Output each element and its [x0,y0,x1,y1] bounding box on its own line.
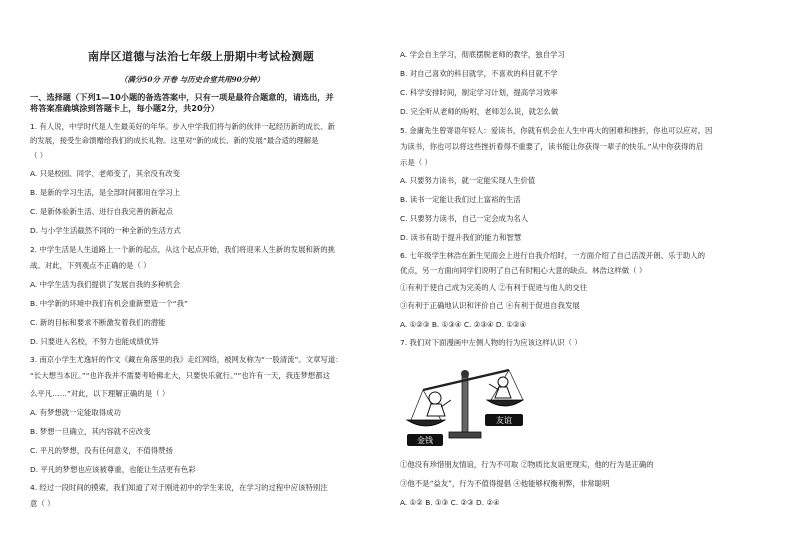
cartoon-label-money: 金钱 [417,436,433,445]
option-line: D. 与小学生活截然不同的一种全新的生活方式 [30,226,181,235]
question-line: 优点，另一方面向同学们说明了自己有时粗心大意的缺点。林浩这样做（ ） [400,266,647,275]
cartoon-label-friendship: 友谊 [496,416,512,425]
option-line: C. 新的目标和要求不断激发着我们的潜能 [30,318,166,327]
option-line: B. 读书一定能让我们过上富裕的生活 [400,195,521,204]
option-line: B. 梦想一旦确立，其内容就不应改变 [30,427,151,436]
question-line: （ ） [30,151,48,160]
option-line: B. 是新的学习生活，是全部时间都用在学习上 [30,188,181,197]
statement-line: ①他没有珍惜朋友情谊，行为不可取 ②物质比友谊更现实，他的行为是正确的 [400,460,654,469]
option-line: A. 学会自主学习，彻底摆脱老师的教学，独自学习 [400,50,565,59]
option-line: C. 科学安排时间，制定学习计划，提高学习效率 [400,88,558,97]
exam-subtitle: （满分50分 开卷 与历史合堂共用90分钟） [120,75,264,84]
page-title: 南岸区道德与法治七年级上册期中考试检测题 [88,50,314,63]
option-line: C. 是新体验新生活、进行自我完善的新起点 [30,207,173,216]
section-heading-line2: 将答案准确填涂到答题卡上，每小题2分，共20分） [30,103,220,113]
option-line: D. 读书有助于提升我们的能力和智慧 [400,233,522,242]
statement-line: ③有利于正确地认识和评价自己 ④有利于促进自我发展 [400,301,580,310]
option-line: C. 平凡的梦想，没有任何意义，不值得赞扬 [30,446,173,455]
option-line: A. ①② B. ①③ C. ②③ D. ②④ [400,498,500,507]
question-line: 3. 南京小学生尤逸轩的作文《藏在角落里的我》走红网络，被网友称为“一股清流”。文章写道： [30,355,343,364]
option-line: D. 完全听从老师的吩咐，老师怎么说，就怎么做 [400,107,559,116]
question-line: 为读书，你也可以将这些挫折看得不重要了，读书能让你获得一辈子的快乐。”从中你获得的启 [400,142,704,151]
question-line: “长大想当本匠。”“也许我并不需要考哈佛北大，只要快乐就行。”“也许有一天，我连梦想都这 [30,371,330,380]
option-line: B. 对自己喜欢的科目就学，不喜欢的科目就不学 [400,69,558,78]
question-line: 4. 经过一段时间的摸索，我们知道了对于刚进初中的学生来说，在学习的过程中应该特别注 [30,483,328,492]
option-line: A. ①②③ B. ①③④ C. ②③④ D. ①②④ [400,320,527,329]
statement-line: ③他不是“益友”，行为不值得提倡 ④他能够权衡利弊，非常聪明 [400,479,610,488]
question-line: 6. 七年级学生林浩在新生见面会上进行自我介绍时，一方面介绍了自己活泼开朗、乐于助人的 [400,251,706,260]
option-line: D. 平凡的梦想也应该被尊重，也能让生活更有色彩 [30,465,196,474]
question-line: 2. 中学生活是人生道路上一个新的起点，从这个起点开始，我们将迎来人生新的发展和新的挑 [30,245,336,254]
statement-line: ①有利于使自己成为完美的人 ②有利于促进与他人的交往 [400,283,588,292]
question-line: 示是（ ） [400,158,432,167]
option-line: A. 只是校园、同学、老师变了，其余没有改变 [30,169,181,178]
option-line: A. 中学生活为我们提供了发展自我的多种机会 [30,280,181,289]
balance-scale-cartoon [405,362,525,448]
question-line: 战。对此，下列观点不正确的是（ ） [30,261,151,270]
question-line: 的发展，接受生命馈赠给我们的成长礼物。这里对“新的成长、新的发展”最合适的理解是 [30,136,319,145]
section-heading-line1: 一、选择题（下列1—10小题的备选答案中，只有一项是最符合题意的，请选出，并 [30,92,334,102]
option-line: A. 有梦想就一定能取得成功 [30,408,121,417]
question-line: 么平凡……”对此，以下理解正确的是（ ） [30,389,170,398]
question-line: 7. 我们对下面漫画中左侧人物的行为应该这样认识（ ） [400,338,582,347]
option-line: A. 只要努力读书，就一定能实现人生价值 [400,176,536,185]
option-line: C. 只要努力读书，自己一定会成为名人 [400,214,529,223]
option-line: D. 只要进入名校，不努力也能成绩优异 [30,337,159,346]
question-line: 1. 有人说，中学时代是人生最美好的年华。步入中学我们将与新的伙伴一起经历新的成长、新 [30,122,336,131]
question-line: 5. 金庸先生曾寄语年轻人：爱读书，你就有机会在人生中再大的困难和挫折，你也可以应对。因 [400,126,713,135]
question-line: 意（ ） [30,499,55,508]
option-line: B. 中学新的环境中我们有机会重新塑造一个“我” [30,299,188,308]
